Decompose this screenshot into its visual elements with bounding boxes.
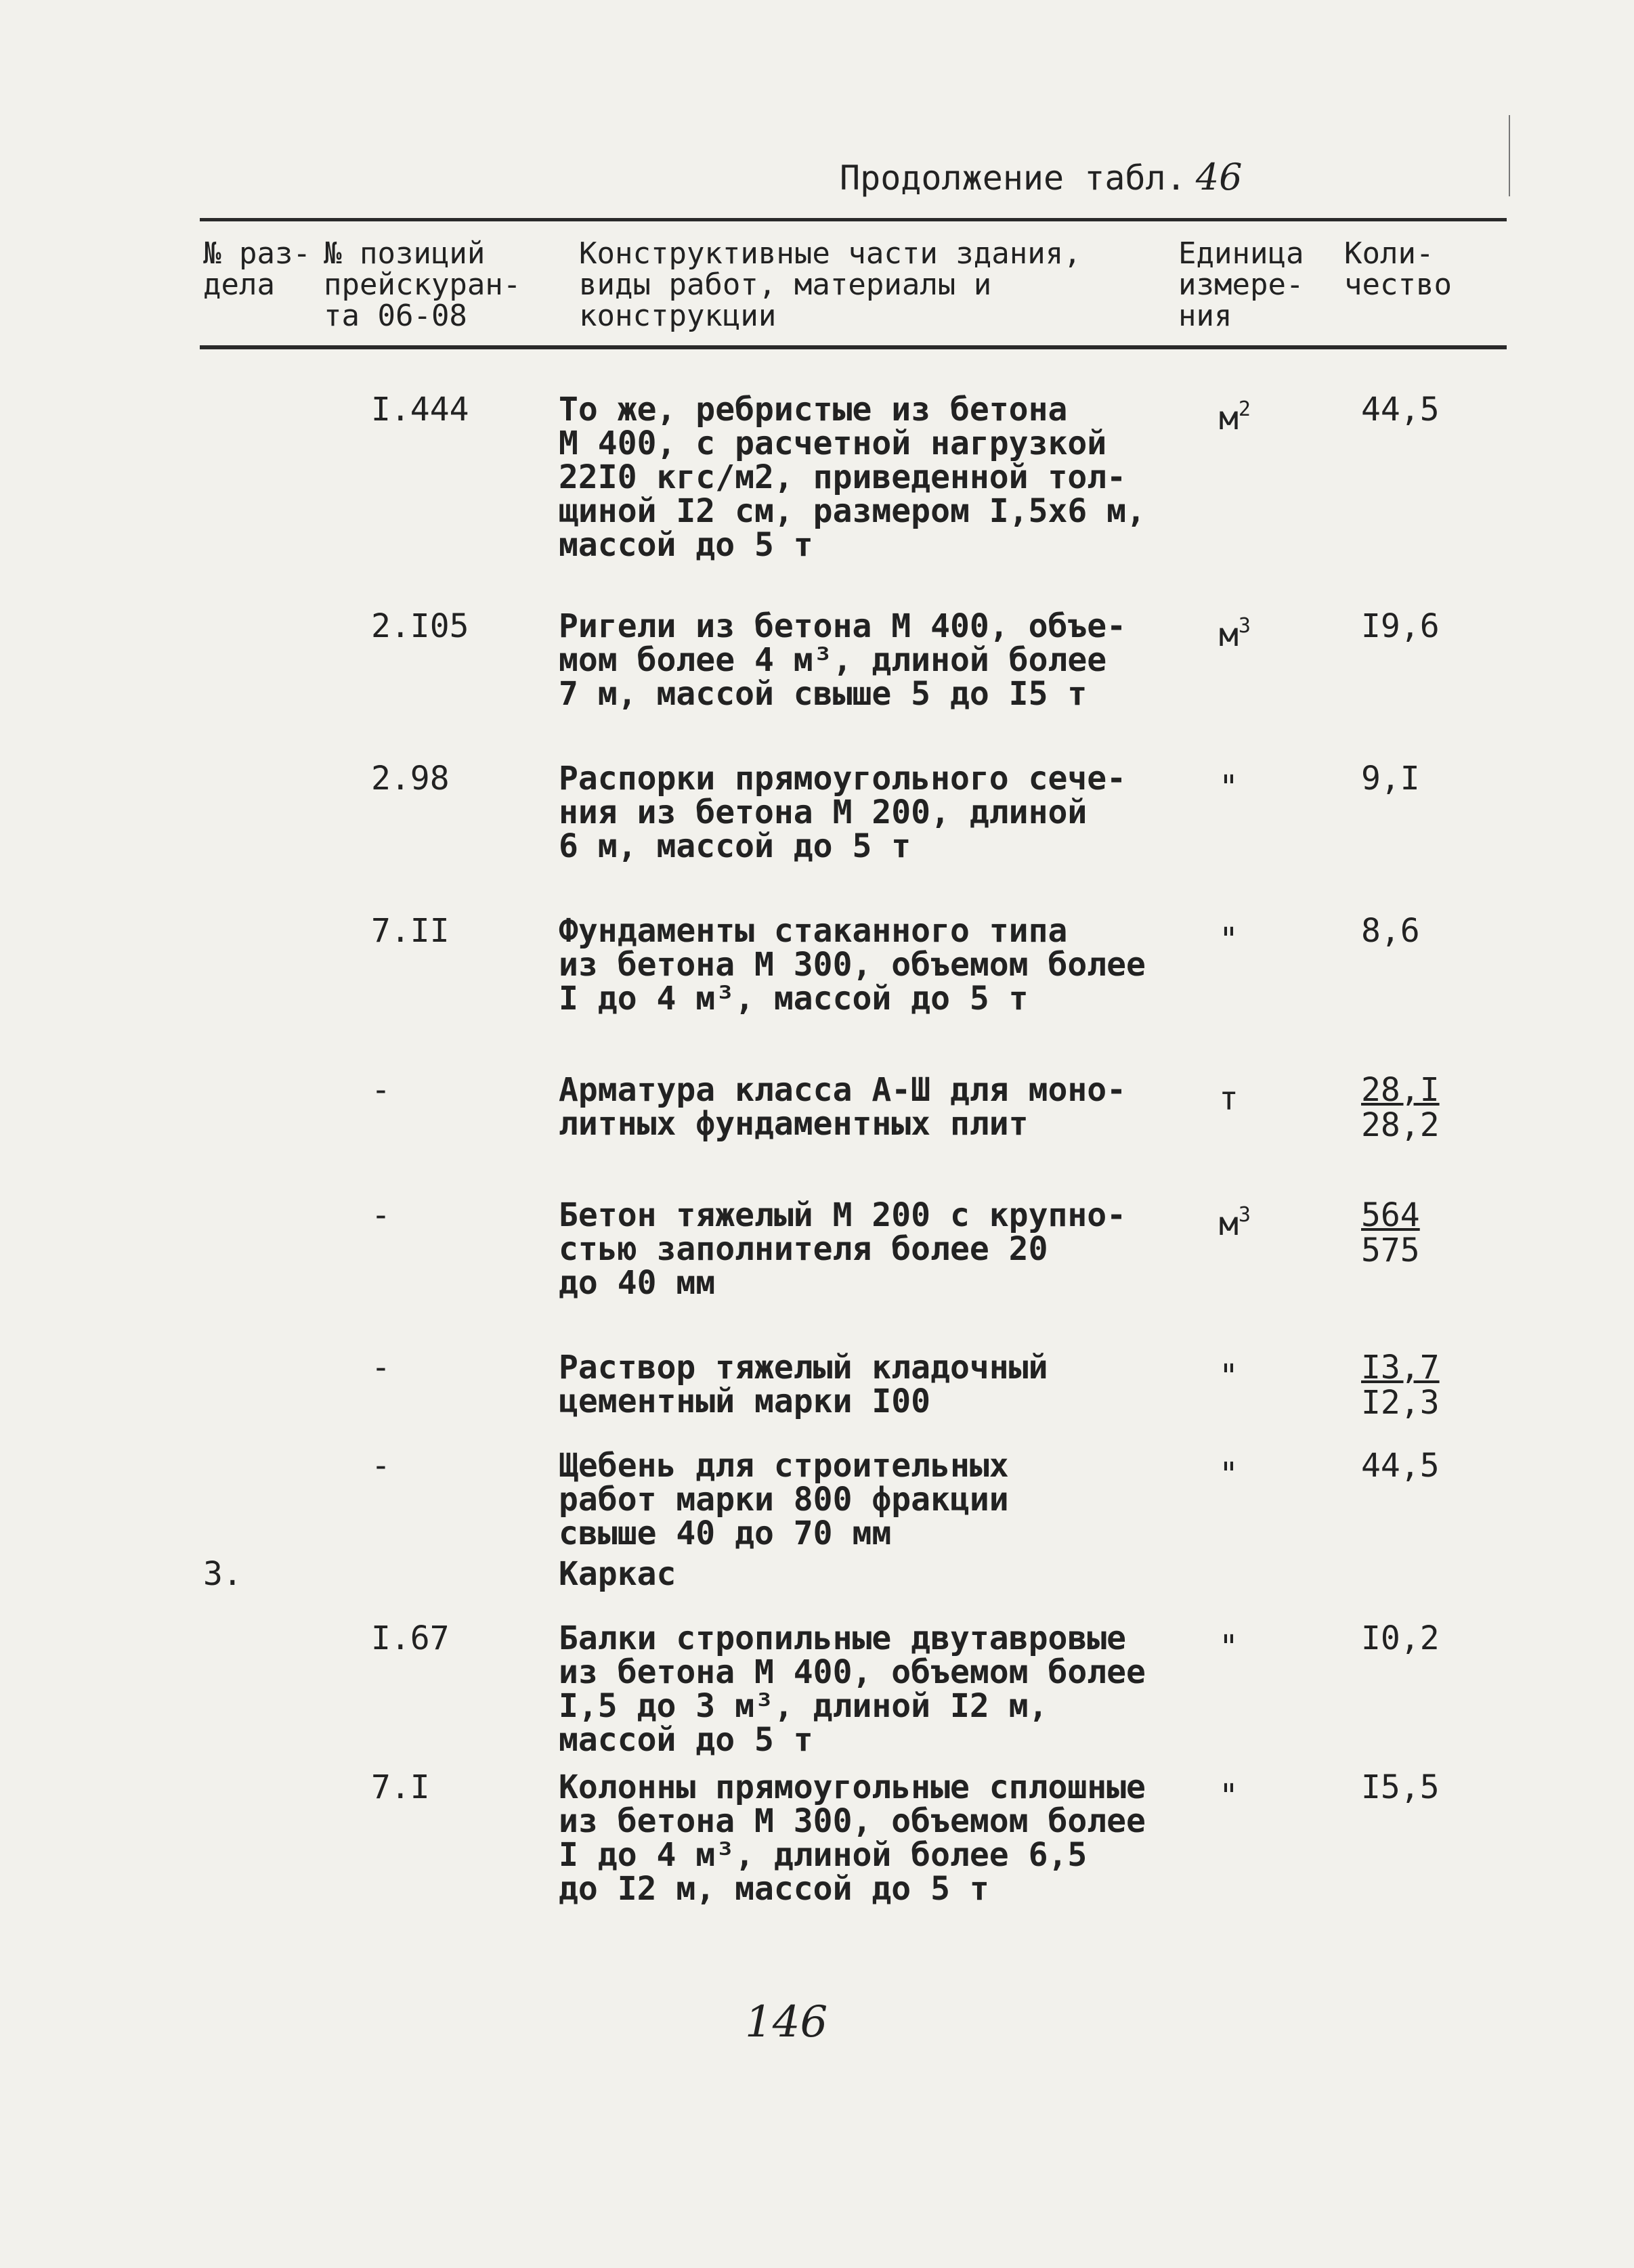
row-unit xyxy=(1219,914,1239,957)
row-quantity: I9,6 xyxy=(1361,607,1440,645)
row-description: Ригели из бетона М 400, объе- мом более 4 м³, длиной более 7 м, массой свыше 5 до I5 т xyxy=(559,607,1127,713)
table-top-rule xyxy=(200,218,1507,221)
unit-text: " xyxy=(1219,1456,1239,1493)
row-position: - xyxy=(371,1196,391,1234)
row-unit xyxy=(1219,1351,1239,1393)
row-description: Раствор тяжелый кладочный цементный марки I00 xyxy=(559,1349,1048,1420)
row-position: 2.98 xyxy=(371,760,450,798)
row-description: Каркас xyxy=(559,1555,676,1593)
row-quantity: 28,I xyxy=(1361,1071,1440,1109)
row-unit xyxy=(1219,1449,1239,1491)
row-quantity: 8,6 xyxy=(1361,912,1420,950)
unit-text: " xyxy=(1219,1357,1239,1395)
row-description: Арматура класса А-Ш для моно- литных фундаментных плит xyxy=(559,1071,1127,1143)
row-position: 2.I05 xyxy=(371,607,469,645)
header-position: № позиций прейскуран- та 06-08 xyxy=(324,236,521,333)
header-quantity: Коли- чество xyxy=(1344,236,1452,302)
row-quantity-corrected: I2,3 xyxy=(1361,1384,1440,1422)
row-quantity: 44,5 xyxy=(1361,391,1440,429)
row-quantity-corrected: 575 xyxy=(1361,1231,1420,1269)
row-quantity: 9,I xyxy=(1361,760,1420,798)
unit-text: " xyxy=(1219,768,1239,806)
unit-text: " xyxy=(1219,921,1239,959)
row-unit xyxy=(1219,1073,1239,1116)
row-unit xyxy=(1219,1770,1239,1813)
row-description: Распорки прямоугольного сече- ния из бетона М 200, длиной 6 м, массой до 5 т xyxy=(559,760,1127,865)
row-description: Бетон тяжелый М 200 с крупно- стью заполнителя более 20 до 40 мм xyxy=(559,1196,1127,1302)
margin-mark xyxy=(1509,115,1510,196)
row-quantity: I0,2 xyxy=(1361,1619,1440,1657)
row-position: - xyxy=(371,1071,391,1109)
header-section: № раз- дела xyxy=(203,236,311,302)
row-description: Фундаменты стаканного типа из бетона М 300, объемом более I до 4 м³, массой до 5 т xyxy=(559,912,1146,1018)
unit-text: " xyxy=(1219,1628,1239,1666)
row-unit xyxy=(1219,762,1239,804)
row-section: 3. xyxy=(203,1555,242,1593)
unit-superscript: 2 xyxy=(1238,397,1251,421)
row-unit xyxy=(1219,609,1251,652)
row-position: 7.II xyxy=(371,912,450,950)
table-caption xyxy=(840,156,1242,198)
header-unit: Единица измере- ния xyxy=(1178,236,1304,333)
row-position: - xyxy=(371,1447,391,1485)
row-description: Щебень для строительных работ марки 800 фракции свыше 40 до 70 мм xyxy=(559,1447,1009,1552)
row-position: I.67 xyxy=(371,1619,450,1657)
unit-superscript: 3 xyxy=(1238,1203,1251,1227)
unit-text: м xyxy=(1219,616,1239,654)
row-unit xyxy=(1219,393,1251,435)
unit-text: м xyxy=(1219,1205,1239,1243)
table-header-rule xyxy=(200,345,1507,349)
row-quantity-corrected: 28,2 xyxy=(1361,1106,1440,1144)
row-position: I.444 xyxy=(371,391,469,429)
row-description: То же, ребристые из бетона М 400, с расчетной нагрузкой 22I0 кгс/м2, приведенной тол- щиной I2 см, размером I,5х6 м, массой до 5 т xyxy=(559,391,1146,564)
row-unit xyxy=(1219,1198,1251,1241)
row-quantity: 44,5 xyxy=(1361,1447,1440,1485)
unit-text: м xyxy=(1219,399,1239,437)
handwritten-table-number: 46 xyxy=(1195,156,1243,198)
row-description: Колонны прямоугольные сплошные из бетона М 300, объемом более I до 4 м³, длиной более 6,5 до I2 м, массой до 5 т xyxy=(559,1768,1146,1908)
header-description: Конструктивные части здания, виды работ, материалы и конструкции xyxy=(579,236,1081,333)
unit-superscript: 3 xyxy=(1238,614,1251,638)
row-unit xyxy=(1219,1621,1239,1664)
row-quantity: I3,7 xyxy=(1361,1349,1440,1387)
caption-text: Продолжение табл. xyxy=(840,158,1186,198)
page-number: 146 xyxy=(745,1997,828,2047)
unit-text: т xyxy=(1219,1080,1239,1118)
row-quantity: I5,5 xyxy=(1361,1768,1440,1806)
unit-text: " xyxy=(1219,1777,1239,1815)
row-quantity: 564 xyxy=(1361,1196,1420,1234)
row-position: - xyxy=(371,1349,391,1387)
row-description: Балки стропильные двутавровые из бетона М 400, объемом более I,5 до 3 м³, длиной I2 м, массой до 5 т xyxy=(559,1619,1146,1759)
row-position: 7.I xyxy=(371,1768,430,1806)
